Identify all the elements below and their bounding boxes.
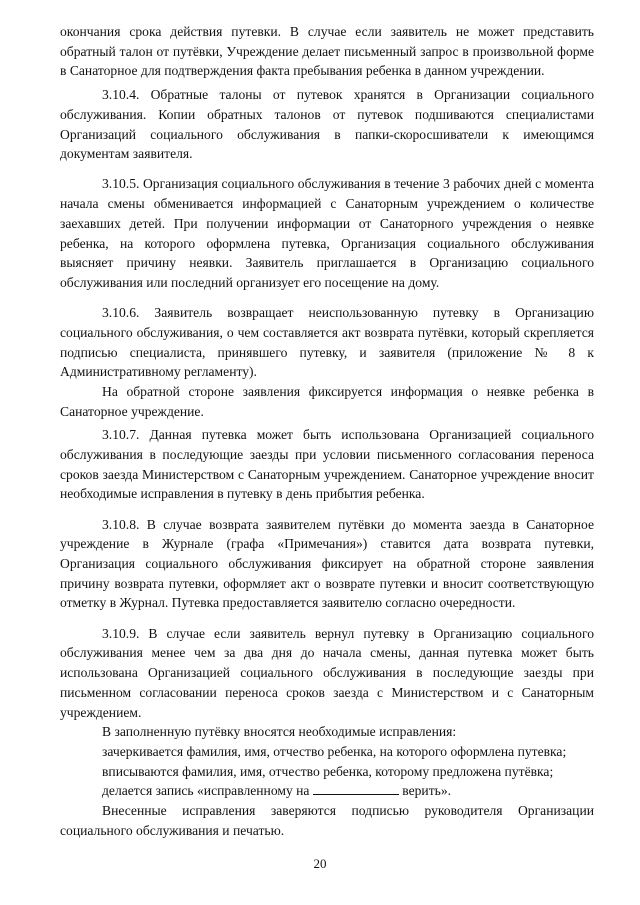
paragraph-3-10-4: 3.10.4. Обратные талоны от путевок хранятся в Организации социального обслуживания. Копии обратных талонов от путевок подшиваются специалистами Организаций социального обслуживания в папки-скоросшиватели к имеющимся документам заявителя. [60, 87, 594, 162]
record-entry-blank [313, 782, 399, 795]
paragraph-3-10-5: 3.10.5. Организация социального обслуживания в течение 3 рабочих дней с момента начала смены обменивается информацией с Санаторным учреждением о количестве заехавших детей. При получении информации от Санаторного учреждения о неявке ребенка, на которого оформлена путевка, Организация социального обслуживания выясняет причину неявки. Заявитель приглашается в Организацию социального обслуживания или последний организует его посещение на дому. [60, 176, 594, 290]
page-number: 20 [313, 856, 327, 871]
paragraph-reverse-side-note: На обратной стороне заявления фиксируется информация о неявке ребенка в Санаторное учреждение. [60, 383, 594, 419]
paragraph-cross-out-name: зачеркивается фамилия, имя, отчество ребенка, на которого оформлена путевка; [102, 743, 567, 759]
record-entry-text-after: верить». [398, 783, 452, 799]
paragraph-certification: Внесенные исправления заверяются подписью руководителя Организации социального обслуживания и печатью. [60, 803, 594, 838]
document-page [60, 22, 594, 840]
paragraph-corrections-intro: В заполненную путёвку вносятся необходимые исправления: [102, 724, 457, 740]
paragraph-3-10-6: 3.10.6. Заявитель возвращает неиспользованную путевку в Организацию социального обслуживания, о чем составляется акт возврата путёвки, который скрепляется подписью специалиста, принявшего путевку, и заявителя (приложение № 8 к Административному регламенту). [60, 305, 594, 380]
paragraph-continuation: окончания срока действия путевки. В случае если заявитель не может представить обратный талон от путёвки, Учреждение делает письменный запрос в произвольной форме в Санаторное для подтверждения факта пребывания ребенка в данном учреждении. [60, 24, 594, 79]
paragraph-3-10-7: 3.10.7. Данная путевка может быть использована Организацией социального обслуживания в последующие заезды при условии письменного согласования переноса сроков заезда Министерством с Санаторным учреждением. Санаторное учреждение вносит необходимые исправления в путевку в день прибытия ребенка. [60, 427, 594, 502]
paragraph-3-10-9: 3.10.9. В случае если заявитель вернул путевку в Организацию социального обслуживания менее чем за два дня до начала смены, данная путевка может быть использована Организацией социального обслуживания в последующие заезды при письменном согласовании переноса сроков заезда с Министерством и с Санаторным учреждением. [60, 625, 594, 720]
paragraph-record-entry [60, 781, 594, 801]
paragraph-write-in-name: вписываются фамилия, имя, отчество ребенка, которому предложена путёвка; [102, 763, 554, 779]
record-entry-text-before: делается запись «исправленному на [102, 783, 313, 799]
paragraph-3-10-8: 3.10.8. В случае возврата заявителем путёвки до момента заезда в Санаторное учреждение в Журнале (графа «Примечания») ставится дата возврата путевки, Организация социального обслуживания фиксирует на обратной стороне заявления причину возврата путевки, оформляет акт о возврате путевки и вносит соответствующую отметку в Журнал. Путевка предоставляется заявителю согласно очередности. [60, 516, 594, 611]
